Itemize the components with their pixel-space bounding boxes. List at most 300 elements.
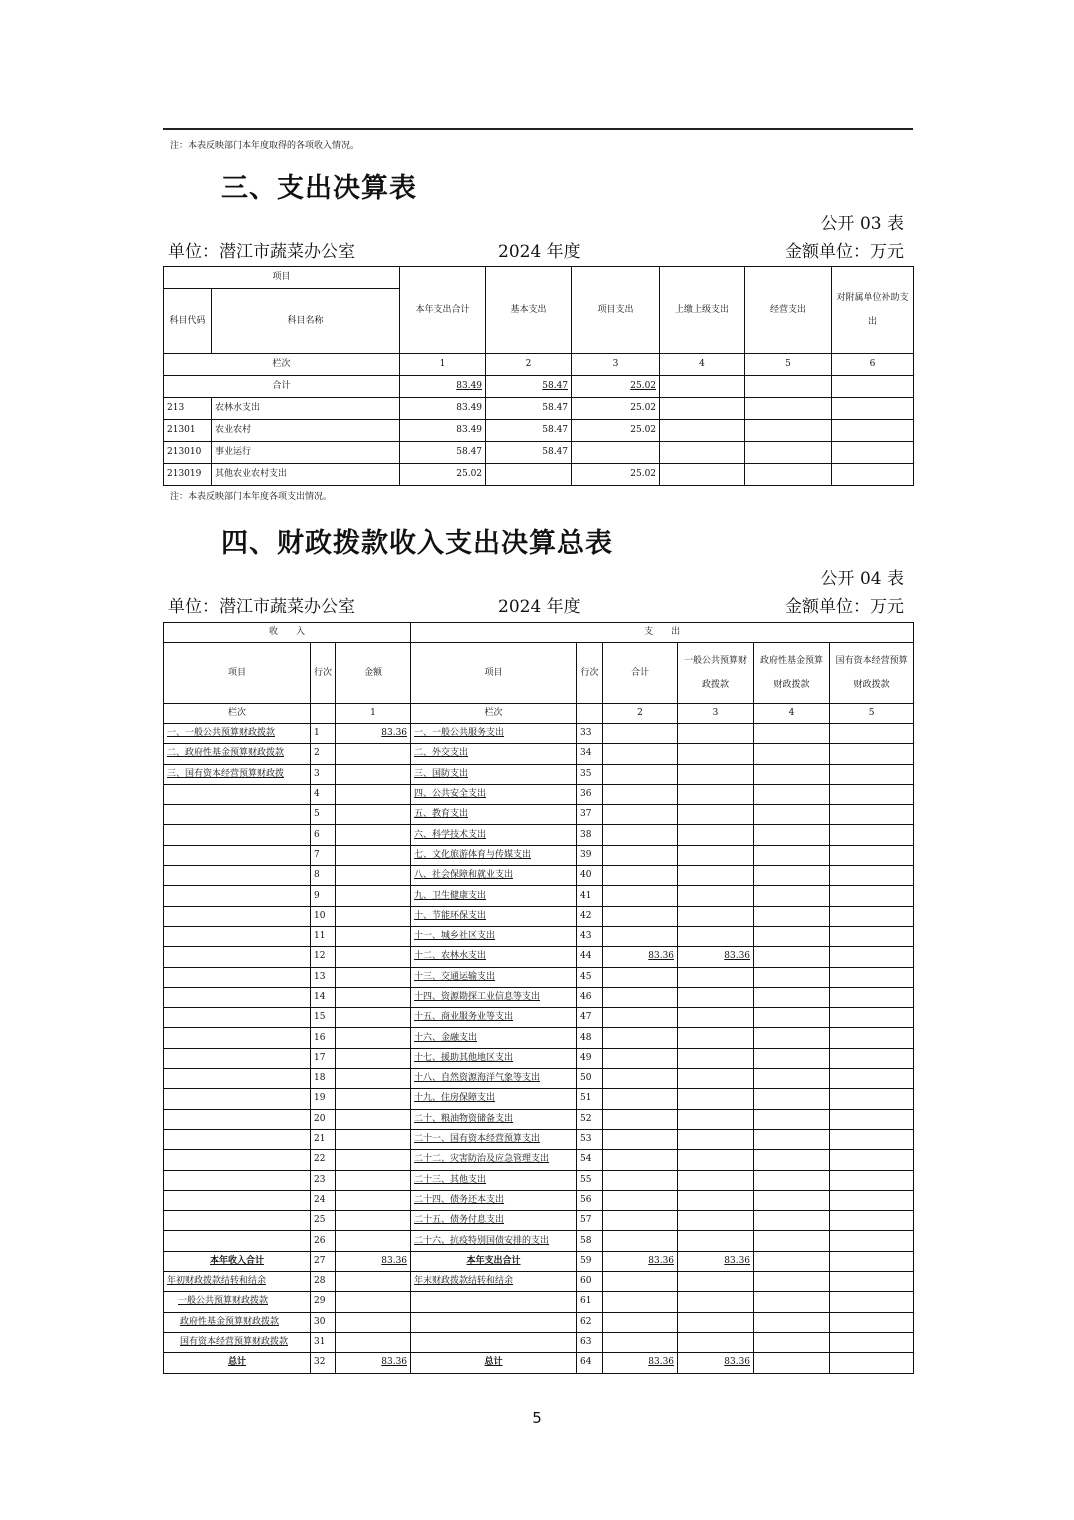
t4-in-no: 27 bbox=[311, 1251, 336, 1271]
t4-in-no: 31 bbox=[311, 1332, 336, 1352]
t4-year-income-label: 本年收入合计 bbox=[164, 1251, 311, 1271]
t4-ex-no: 60 bbox=[577, 1272, 603, 1292]
table-row bbox=[164, 987, 914, 1007]
t3-row-label: 栏次 bbox=[164, 354, 400, 376]
t4-col-no: 1 bbox=[336, 704, 411, 724]
t4-state-header: 国有资本经营预算财政拨款 bbox=[830, 643, 914, 704]
t4-in-item bbox=[164, 1211, 311, 1231]
t3-empty-cell bbox=[745, 376, 832, 398]
t4-empty-cell bbox=[754, 1170, 830, 1190]
t3-empty-cell bbox=[660, 464, 745, 486]
t4-in-amount bbox=[336, 1129, 411, 1149]
t4-ex-item-header: 项目 bbox=[411, 643, 577, 704]
t4-fund-header: 政府性基金预算财政拨款 bbox=[754, 643, 830, 704]
section3-table-no: 公开 03 表 bbox=[820, 214, 904, 234]
t4-ex-general bbox=[678, 744, 754, 764]
t4-ex-no: 59 bbox=[577, 1251, 603, 1271]
t4-grand-expense-label: 总计 bbox=[411, 1353, 577, 1373]
t4-in-item bbox=[164, 947, 311, 967]
t4-in-item bbox=[164, 1008, 311, 1028]
t4-in-item bbox=[164, 886, 311, 906]
t3-col-no: 4 bbox=[660, 354, 745, 376]
t4-empty-cell bbox=[830, 724, 914, 744]
t4-empty-cell bbox=[754, 764, 830, 784]
t4-in-no: 15 bbox=[311, 1008, 336, 1028]
t4-ex-item: 二十一、国有资本经营预算支出 bbox=[411, 1129, 577, 1149]
t4-in-amount bbox=[336, 947, 411, 967]
t4-in-amount bbox=[336, 906, 411, 926]
t4-ex-item: 十二、农林水支出 bbox=[411, 947, 577, 967]
table-row bbox=[164, 1312, 914, 1332]
t4-empty-cell bbox=[754, 1069, 830, 1089]
t4-empty-cell bbox=[830, 987, 914, 1007]
t4-empty-cell bbox=[754, 1150, 830, 1170]
t4-empty-cell bbox=[754, 1312, 830, 1332]
income-note: 注：本表反映部门本年度取得的各项收入情况。 bbox=[170, 141, 360, 151]
t4-empty-cell bbox=[678, 1292, 754, 1312]
t4-ex-total bbox=[603, 866, 678, 886]
t4-empty-cell bbox=[830, 1150, 914, 1170]
t3-name: 其他农业农村支出 bbox=[212, 464, 400, 486]
t4-in-item bbox=[164, 1170, 311, 1190]
t4-empty-cell bbox=[830, 1028, 914, 1048]
t4-empty-cell bbox=[336, 1312, 411, 1332]
t4-empty-cell bbox=[754, 1272, 830, 1292]
t3-name: 农业农村 bbox=[212, 420, 400, 442]
t3-basic: 58.47 bbox=[486, 442, 572, 464]
t4-ex-no: 47 bbox=[577, 1008, 603, 1028]
t4-empty-cell bbox=[830, 1312, 914, 1332]
t4-ex-total: 83.36 bbox=[603, 947, 678, 967]
t4-ex-total bbox=[603, 1150, 678, 1170]
t4-ex-general bbox=[678, 764, 754, 784]
t4-ex-no: 58 bbox=[577, 1231, 603, 1251]
table-row bbox=[164, 464, 914, 486]
t4-empty-cell bbox=[830, 744, 914, 764]
table-row bbox=[164, 866, 914, 886]
t4-ex-item: 十一、城乡社区支出 bbox=[411, 926, 577, 946]
t4-in-item bbox=[164, 1048, 311, 1068]
section4-table-no: 公开 04 表 bbox=[820, 569, 904, 589]
t4-in-item bbox=[164, 1069, 311, 1089]
t3-total: 83.49 bbox=[400, 420, 486, 442]
t4-in-amount bbox=[336, 805, 411, 825]
t4-ex-item: 二十四、债务还本支出 bbox=[411, 1190, 577, 1210]
t3-empty-cell bbox=[660, 442, 745, 464]
t4-empty-cell bbox=[830, 1069, 914, 1089]
table-row bbox=[164, 1231, 914, 1251]
t4-ex-item: 二、外交支出 bbox=[411, 744, 577, 764]
t4-empty-cell bbox=[830, 1211, 914, 1231]
t4-empty-cell bbox=[830, 906, 914, 926]
t4-empty-cell bbox=[830, 1170, 914, 1190]
t4-ex-item: 三、国防支出 bbox=[411, 764, 577, 784]
t4-empty-cell bbox=[754, 1332, 830, 1352]
t4-ex-total bbox=[603, 1170, 678, 1190]
table-row bbox=[164, 1190, 914, 1210]
t4-ex-no: 41 bbox=[577, 886, 603, 906]
table-row bbox=[164, 1170, 914, 1190]
t3-empty-cell bbox=[832, 464, 914, 486]
t4-ex-no: 44 bbox=[577, 947, 603, 967]
t4-in-no: 32 bbox=[311, 1353, 336, 1373]
t4-empty-cell bbox=[678, 1272, 754, 1292]
t4-empty-cell bbox=[678, 1332, 754, 1352]
t3-col-no: 1 bbox=[400, 354, 486, 376]
t4-in-line-header: 行次 bbox=[311, 643, 336, 704]
t4-ex-total bbox=[603, 926, 678, 946]
t3-project: 25.02 bbox=[572, 420, 660, 442]
t4-in-no: 23 bbox=[311, 1170, 336, 1190]
t4-empty-cell bbox=[754, 1028, 830, 1048]
t4-ex-total bbox=[603, 1190, 678, 1210]
t4-empty-cell bbox=[754, 724, 830, 744]
t4-empty-cell bbox=[311, 704, 336, 724]
t4-income-header: 收 入 bbox=[164, 623, 411, 643]
t3-total: 83.49 bbox=[400, 398, 486, 420]
t4-in-amount bbox=[336, 764, 411, 784]
t4-ex-total bbox=[603, 1028, 678, 1048]
expense-table bbox=[163, 266, 914, 486]
t4-general-header: 一般公共预算财政拨款 bbox=[678, 643, 754, 704]
t3-empty-cell bbox=[745, 442, 832, 464]
t4-empty-cell bbox=[830, 1272, 914, 1292]
table-row bbox=[164, 1251, 914, 1271]
t3-col-no: 3 bbox=[572, 354, 660, 376]
t4-ex-item: 十五、商业服务业等支出 bbox=[411, 1008, 577, 1028]
table-row bbox=[164, 825, 914, 845]
t4-ex-item bbox=[411, 1332, 577, 1352]
top-rule bbox=[163, 128, 913, 130]
t3-code: 213019 bbox=[164, 464, 212, 486]
t4-empty-cell bbox=[603, 1272, 678, 1292]
t4-empty-cell bbox=[830, 1332, 914, 1352]
t4-ex-total bbox=[603, 906, 678, 926]
t4-ex-no: 63 bbox=[577, 1332, 603, 1352]
t4-in-amount bbox=[336, 1190, 411, 1210]
t4-in-amount bbox=[336, 825, 411, 845]
t3-code-header: 科目代码 bbox=[164, 289, 212, 354]
t4-in-item-header: 项目 bbox=[164, 643, 311, 704]
section3-unit: 单位：潜江市蔬菜办公室 bbox=[168, 242, 355, 262]
t4-ex-item: 八、社会保障和就业支出 bbox=[411, 866, 577, 886]
t4-ex-no: 53 bbox=[577, 1129, 603, 1149]
t4-in-item bbox=[164, 1231, 311, 1251]
t4-empty-cell bbox=[754, 845, 830, 865]
t3-empty-cell bbox=[660, 420, 745, 442]
table-row bbox=[164, 1048, 914, 1068]
table-row bbox=[164, 1150, 914, 1170]
t4-in-item: 一、一般公共预算财政拨款 bbox=[164, 724, 311, 744]
t4-in-item bbox=[164, 1089, 311, 1109]
table-row bbox=[164, 845, 914, 865]
t4-in-item: 三、国有资本经营预算财政拨 bbox=[164, 764, 311, 784]
t4-empty-cell bbox=[336, 1272, 411, 1292]
t3-col-no: 5 bbox=[745, 354, 832, 376]
t4-empty-cell bbox=[754, 926, 830, 946]
t4-col-no: 5 bbox=[830, 704, 914, 724]
t4-total-header: 合计 bbox=[603, 643, 678, 704]
table-row bbox=[164, 1129, 914, 1149]
t4-in-item: 国有资本经营预算财政拨款 bbox=[164, 1332, 311, 1352]
table-row bbox=[164, 906, 914, 926]
t3-basic-header: 基本支出 bbox=[486, 267, 572, 354]
t4-ex-total bbox=[603, 1231, 678, 1251]
t4-empty-cell bbox=[830, 1190, 914, 1210]
t4-empty-cell bbox=[754, 825, 830, 845]
t4-in-no: 22 bbox=[311, 1150, 336, 1170]
t3-project: 25.02 bbox=[572, 464, 660, 486]
t4-ex-item: 十三、交通运输支出 bbox=[411, 967, 577, 987]
t4-in-amount bbox=[336, 1150, 411, 1170]
t4-ex-no: 48 bbox=[577, 1028, 603, 1048]
table-row bbox=[164, 1353, 914, 1373]
t4-ex-no: 40 bbox=[577, 866, 603, 886]
t4-in-amount: 83.36 bbox=[336, 724, 411, 744]
t4-ex-item bbox=[411, 1292, 577, 1312]
t4-ex-general bbox=[678, 805, 754, 825]
t4-ex-general bbox=[678, 1150, 754, 1170]
table-row bbox=[164, 420, 914, 442]
t3-project-header: 项目支出 bbox=[572, 267, 660, 354]
t3-empty-cell bbox=[660, 398, 745, 420]
t4-row-label: 栏次 bbox=[411, 704, 577, 724]
t4-ex-total bbox=[603, 764, 678, 784]
t4-row-label: 栏次 bbox=[164, 704, 311, 724]
t4-empty-cell bbox=[830, 1109, 914, 1129]
t4-in-no: 21 bbox=[311, 1129, 336, 1149]
t4-in-no: 5 bbox=[311, 805, 336, 825]
t4-in-no: 28 bbox=[311, 1272, 336, 1292]
t4-in-amount bbox=[336, 886, 411, 906]
section4-money-unit: 金额单位：万元 bbox=[785, 597, 904, 617]
t4-ex-no: 51 bbox=[577, 1089, 603, 1109]
t4-ex-item: 十、节能环保支出 bbox=[411, 906, 577, 926]
table-row bbox=[164, 784, 914, 804]
t3-total-value: 83.49 bbox=[400, 376, 486, 398]
t4-in-amount bbox=[336, 987, 411, 1007]
t4-in-item bbox=[164, 906, 311, 926]
table-row bbox=[164, 744, 914, 764]
t4-in-amount bbox=[336, 1170, 411, 1190]
t4-in-amount bbox=[336, 967, 411, 987]
t4-in-amount bbox=[336, 744, 411, 764]
t4-col-no: 3 bbox=[678, 704, 754, 724]
table-row bbox=[164, 764, 914, 784]
table-row bbox=[164, 947, 914, 967]
t4-ex-item: 二十三、其他支出 bbox=[411, 1170, 577, 1190]
t4-empty-cell bbox=[754, 866, 830, 886]
t4-empty-cell bbox=[603, 1332, 678, 1352]
t4-ex-item: 十七、援助其他地区支出 bbox=[411, 1048, 577, 1068]
t4-empty-cell bbox=[336, 1292, 411, 1312]
t3-item-header: 项目 bbox=[164, 267, 400, 289]
t4-ex-general bbox=[678, 926, 754, 946]
t3-subsidy-header: 对附属单位补助支出 bbox=[832, 267, 914, 354]
section4-title: 四、财政拨款收入支出决算总表 bbox=[221, 528, 613, 559]
t4-ex-no: 55 bbox=[577, 1170, 603, 1190]
t4-ex-no: 46 bbox=[577, 987, 603, 1007]
table-row bbox=[164, 926, 914, 946]
t3-name: 农林水支出 bbox=[212, 398, 400, 420]
t4-ex-total bbox=[603, 1211, 678, 1231]
page-number: 5 bbox=[532, 1409, 542, 1427]
table-row bbox=[164, 442, 914, 464]
t4-amount-header: 金额 bbox=[336, 643, 411, 704]
t4-ex-item: 二十二、灾害防治及应急管理支出 bbox=[411, 1150, 577, 1170]
t4-empty-cell bbox=[577, 704, 603, 724]
t3-total-header: 本年支出合计 bbox=[400, 267, 486, 354]
t4-ex-total bbox=[603, 1129, 678, 1149]
t3-empty-cell bbox=[832, 420, 914, 442]
t4-ex-general bbox=[678, 825, 754, 845]
t3-code: 21301 bbox=[164, 420, 212, 442]
t4-ex-item: 二十六、抗疫特别国债安排的支出 bbox=[411, 1231, 577, 1251]
t4-in-item bbox=[164, 1028, 311, 1048]
t4-empty-cell bbox=[830, 1231, 914, 1251]
t4-ex-item: 二十、粮油物资储备支出 bbox=[411, 1109, 577, 1129]
t4-ex-no: 38 bbox=[577, 825, 603, 845]
t4-ex-total bbox=[603, 1048, 678, 1068]
table-row bbox=[164, 1089, 914, 1109]
t4-ex-general bbox=[678, 1170, 754, 1190]
t4-in-amount bbox=[336, 784, 411, 804]
t4-in-no: 17 bbox=[311, 1048, 336, 1068]
t4-ex-item: 一、一般公共服务支出 bbox=[411, 724, 577, 744]
t4-in-item bbox=[164, 967, 311, 987]
t4-in-amount bbox=[336, 1211, 411, 1231]
t4-in-no: 1 bbox=[311, 724, 336, 744]
t4-ex-general bbox=[678, 1089, 754, 1109]
t3-basic: 58.47 bbox=[486, 398, 572, 420]
t4-ex-total bbox=[603, 744, 678, 764]
t4-empty-cell bbox=[830, 784, 914, 804]
section3-title: 三、支出决算表 bbox=[221, 173, 417, 204]
t4-empty-cell bbox=[830, 1048, 914, 1068]
t4-in-amount bbox=[336, 1089, 411, 1109]
t4-empty-cell bbox=[830, 926, 914, 946]
t4-empty-cell bbox=[754, 1251, 830, 1271]
t4-ex-no: 56 bbox=[577, 1190, 603, 1210]
t4-in-no: 4 bbox=[311, 784, 336, 804]
table-row bbox=[164, 1028, 914, 1048]
t4-ex-total bbox=[603, 967, 678, 987]
t4-in-no: 13 bbox=[311, 967, 336, 987]
t4-ex-general: 83.36 bbox=[678, 1251, 754, 1271]
table-row bbox=[164, 886, 914, 906]
t4-empty-cell bbox=[830, 947, 914, 967]
t4-in-no: 9 bbox=[311, 886, 336, 906]
t4-ex-no: 34 bbox=[577, 744, 603, 764]
t3-upper-header: 上缴上级支出 bbox=[660, 267, 745, 354]
t4-empty-cell bbox=[830, 1251, 914, 1271]
t4-in-amount bbox=[336, 866, 411, 886]
t4-in-item bbox=[164, 926, 311, 946]
t4-ex-general: 83.36 bbox=[678, 947, 754, 967]
t4-ex-general bbox=[678, 1190, 754, 1210]
t4-empty-cell bbox=[830, 825, 914, 845]
section4-year: 2024 年度 bbox=[498, 597, 581, 617]
table-row bbox=[164, 1292, 914, 1312]
t4-empty-cell bbox=[830, 1089, 914, 1109]
t4-ex-no: 42 bbox=[577, 906, 603, 926]
t4-in-item bbox=[164, 1129, 311, 1149]
t3-col-no: 2 bbox=[486, 354, 572, 376]
t3-empty-cell bbox=[660, 376, 745, 398]
t3-total: 58.47 bbox=[400, 442, 486, 464]
t4-ex-general bbox=[678, 724, 754, 744]
t4-in-item bbox=[164, 784, 311, 804]
t4-ex-total bbox=[603, 886, 678, 906]
fiscal-summary-table bbox=[163, 622, 914, 1374]
t4-in-no: 25 bbox=[311, 1211, 336, 1231]
t4-ex-general bbox=[678, 1048, 754, 1068]
t4-ex-total bbox=[603, 724, 678, 744]
t4-in-item bbox=[164, 1150, 311, 1170]
t4-empty-cell bbox=[830, 764, 914, 784]
t4-ex-item bbox=[411, 1312, 577, 1332]
t4-empty-cell bbox=[754, 1231, 830, 1251]
table-row bbox=[164, 1211, 914, 1231]
t4-ex-no: 61 bbox=[577, 1292, 603, 1312]
t3-basic: 58.47 bbox=[486, 420, 572, 442]
t4-ex-no: 54 bbox=[577, 1150, 603, 1170]
t4-empty-cell bbox=[830, 1129, 914, 1149]
section4-unit: 单位：潜江市蔬菜办公室 bbox=[168, 597, 355, 617]
t4-in-no: 3 bbox=[311, 764, 336, 784]
t3-project-value: 25.02 bbox=[572, 376, 660, 398]
t3-basic bbox=[486, 464, 572, 486]
t4-in-no: 7 bbox=[311, 845, 336, 865]
t3-name: 事业运行 bbox=[212, 442, 400, 464]
section3-money-unit: 金额单位：万元 bbox=[785, 242, 904, 262]
t4-in-no: 26 bbox=[311, 1231, 336, 1251]
t4-in-no: 20 bbox=[311, 1109, 336, 1129]
t4-in-item bbox=[164, 987, 311, 1007]
t4-in-item bbox=[164, 805, 311, 825]
t4-ex-no: 35 bbox=[577, 764, 603, 784]
table-row bbox=[164, 1109, 914, 1129]
t4-ex-no: 57 bbox=[577, 1211, 603, 1231]
t4-in-no: 10 bbox=[311, 906, 336, 926]
t4-empty-cell bbox=[678, 1312, 754, 1332]
t4-in-no: 2 bbox=[311, 744, 336, 764]
t4-in-item bbox=[164, 1109, 311, 1129]
t4-in-amount: 83.36 bbox=[336, 1251, 411, 1271]
t4-empty-cell bbox=[754, 1129, 830, 1149]
t4-ex-general bbox=[678, 987, 754, 1007]
table-row bbox=[164, 1332, 914, 1352]
t4-ex-general bbox=[678, 1069, 754, 1089]
t4-col-no: 4 bbox=[754, 704, 830, 724]
t4-ex-item: 十四、资源勘探工业信息等支出 bbox=[411, 987, 577, 1007]
expense-note: 注：本表反映部门本年度各项支出情况。 bbox=[170, 492, 333, 502]
t4-ex-general bbox=[678, 886, 754, 906]
t4-empty-cell bbox=[754, 805, 830, 825]
t4-in-no: 24 bbox=[311, 1190, 336, 1210]
t4-ex-general bbox=[678, 1008, 754, 1028]
t4-in-item bbox=[164, 1190, 311, 1210]
t4-ex-total: 83.36 bbox=[603, 1353, 678, 1373]
t4-ex-no: 43 bbox=[577, 926, 603, 946]
t4-in-no: 30 bbox=[311, 1312, 336, 1332]
t4-in-item bbox=[164, 845, 311, 865]
t4-ex-general bbox=[678, 866, 754, 886]
t4-ex-item: 四、公共安全支出 bbox=[411, 784, 577, 804]
t4-ex-item: 十六、金融支出 bbox=[411, 1028, 577, 1048]
t4-ex-total bbox=[603, 1109, 678, 1129]
t4-empty-cell bbox=[603, 1292, 678, 1312]
